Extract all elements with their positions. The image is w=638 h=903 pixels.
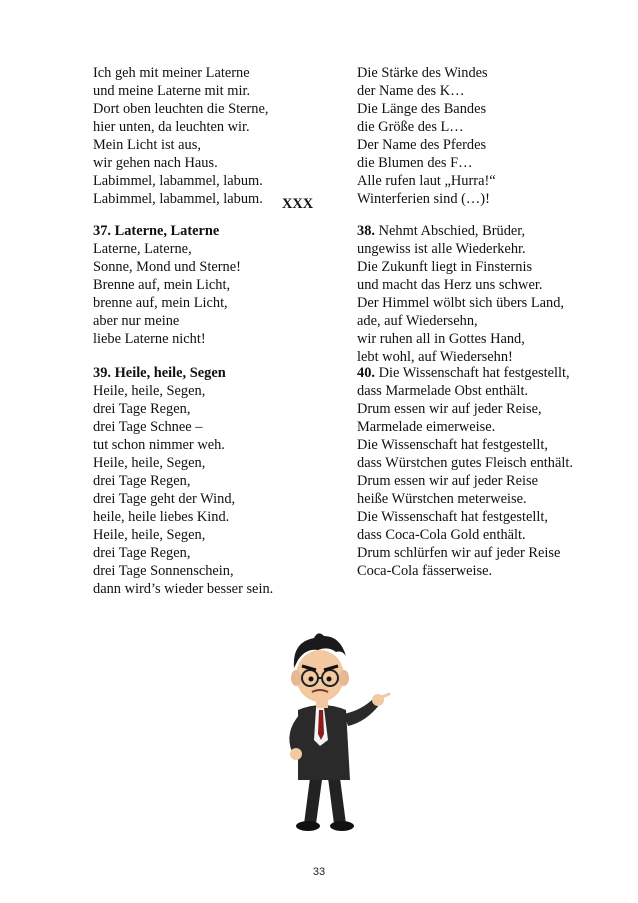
poem-40-heading	[357, 364, 570, 382]
section-separator: XXX	[282, 196, 314, 212]
poem-a-line: Ich geh mit meiner Laterne	[93, 65, 250, 81]
poem-37-line: Laterne, Laterne,	[93, 241, 192, 257]
poem-37-line: brenne auf, mein Licht,	[93, 295, 228, 311]
poem-37-line: liebe Laterne nicht!	[93, 331, 206, 347]
poem-39-line: heile, heile liebes Kind.	[93, 509, 230, 525]
poem-39-line: drei Tage Regen,	[93, 473, 191, 489]
poem-b-line: die Größe des L…	[357, 119, 464, 135]
poem-b-line: die Blumen des F…	[357, 155, 473, 171]
poem-39-line: dann wird’s wieder besser sein.	[93, 581, 274, 597]
poem-37-line: Sonne, Mond und Sterne!	[93, 259, 241, 275]
poem-39-line: drei Tage Schnee –	[93, 419, 203, 435]
poem-b-line: Die Stärke des Windes	[357, 65, 488, 81]
poem-39-line: tut schon nimmer weh.	[93, 437, 225, 453]
poem-37-line: aber nur meine	[93, 313, 180, 329]
poem-40-line: dass Coca-Cola Gold enthält.	[357, 527, 526, 543]
poem-39-title: Heile, heile, Segen	[114, 365, 226, 381]
poem-37-number: 37.	[93, 223, 111, 239]
poem-a-line: Labimmel, labammel, labum.	[93, 173, 263, 189]
poem-a-line: wir gehen nach Haus.	[93, 155, 218, 171]
poem-40-number: 40.	[357, 365, 375, 381]
poem-a-line: und meine Laterne mit mir.	[93, 83, 251, 99]
page-number: 33	[312, 866, 326, 878]
poem-38-line: lebt wohl, auf Wiedersehn!	[357, 349, 513, 365]
poem-39-line: drei Tage Regen,	[93, 401, 191, 417]
poem-a-line: Dort oben leuchten die Sterne,	[93, 101, 269, 117]
poem-38-first-line: Nehmt Abschied, Brüder,	[378, 223, 526, 239]
poem-38-line: und macht das Herz uns schwer.	[357, 277, 543, 293]
poem-40-line: Die Wissenschaft hat festgestellt,	[357, 437, 548, 453]
poem-40-line: dass Würstchen gutes Fleisch enthält.	[357, 455, 573, 471]
poem-b-line: Die Länge des Bandes	[357, 101, 487, 117]
poem-38-line: ade, auf Wiedersehn,	[357, 313, 478, 329]
poem-40-line: dass Marmelade Obst enthält.	[357, 383, 529, 399]
poem-39-line: drei Tage geht der Wind,	[93, 491, 236, 507]
poem-40-line: Die Wissenschaft hat festgestellt,	[357, 509, 548, 525]
poem-39-line: drei Tage Regen,	[93, 545, 191, 561]
poem-39-line: drei Tage Sonnenschein,	[93, 563, 234, 579]
poem-39-line: Heile, heile, Segen,	[93, 527, 206, 543]
poem-37-line: Brenne auf, mein Licht,	[93, 277, 231, 293]
poem-b-line: Der Name des Pferdes	[357, 137, 487, 153]
poem-38-line: ungewiss ist alle Wiederkehr.	[357, 241, 526, 257]
poem-39-line: Heile, heile, Segen,	[93, 383, 206, 399]
poem-37-heading	[93, 222, 219, 240]
poem-40-line: Coca-Cola fässerweise.	[357, 563, 493, 579]
poem-b-line: Winterferien sind (…)!	[357, 191, 490, 207]
poem-40-first-line: Die Wissenschaft hat festgestellt,	[378, 365, 570, 381]
poem-40-line: heiße Würstchen meterweise.	[357, 491, 527, 507]
poem-40-line: Marmelade eimerweise.	[357, 419, 496, 435]
poem-40-line: Drum essen wir auf jeder Reise	[357, 473, 539, 489]
poem-38-heading	[357, 222, 525, 240]
poem-37-title: Laterne, Laterne	[114, 223, 220, 239]
poem-39-heading	[93, 364, 226, 382]
poem-39-number: 39.	[93, 365, 111, 381]
poem-38-line: Die Zukunft liegt in Finsternis	[357, 259, 533, 275]
poem-a-line: Labimmel, labammel, labum.	[93, 191, 263, 207]
poem-a-line: hier unten, da leuchten wir.	[93, 119, 250, 135]
poem-40-line: Drum essen wir auf jeder Reise,	[357, 401, 542, 417]
poem-b-line: der Name des K…	[357, 83, 465, 99]
professor-cartoon-illustration	[262, 628, 392, 838]
poem-38-line: wir ruhen all in Gottes Hand,	[357, 331, 525, 347]
poem-b-line: Alle rufen laut „Hurra!“	[357, 173, 496, 189]
poem-a-line: Mein Licht ist aus,	[93, 137, 201, 153]
poem-40-line: Drum schlürfen wir auf jeder Reise	[357, 545, 561, 561]
poem-38-line: Der Himmel wölbt sich übers Land,	[357, 295, 565, 311]
poem-39-line: Heile, heile, Segen,	[93, 455, 206, 471]
poem-38-number: 38.	[357, 223, 375, 239]
